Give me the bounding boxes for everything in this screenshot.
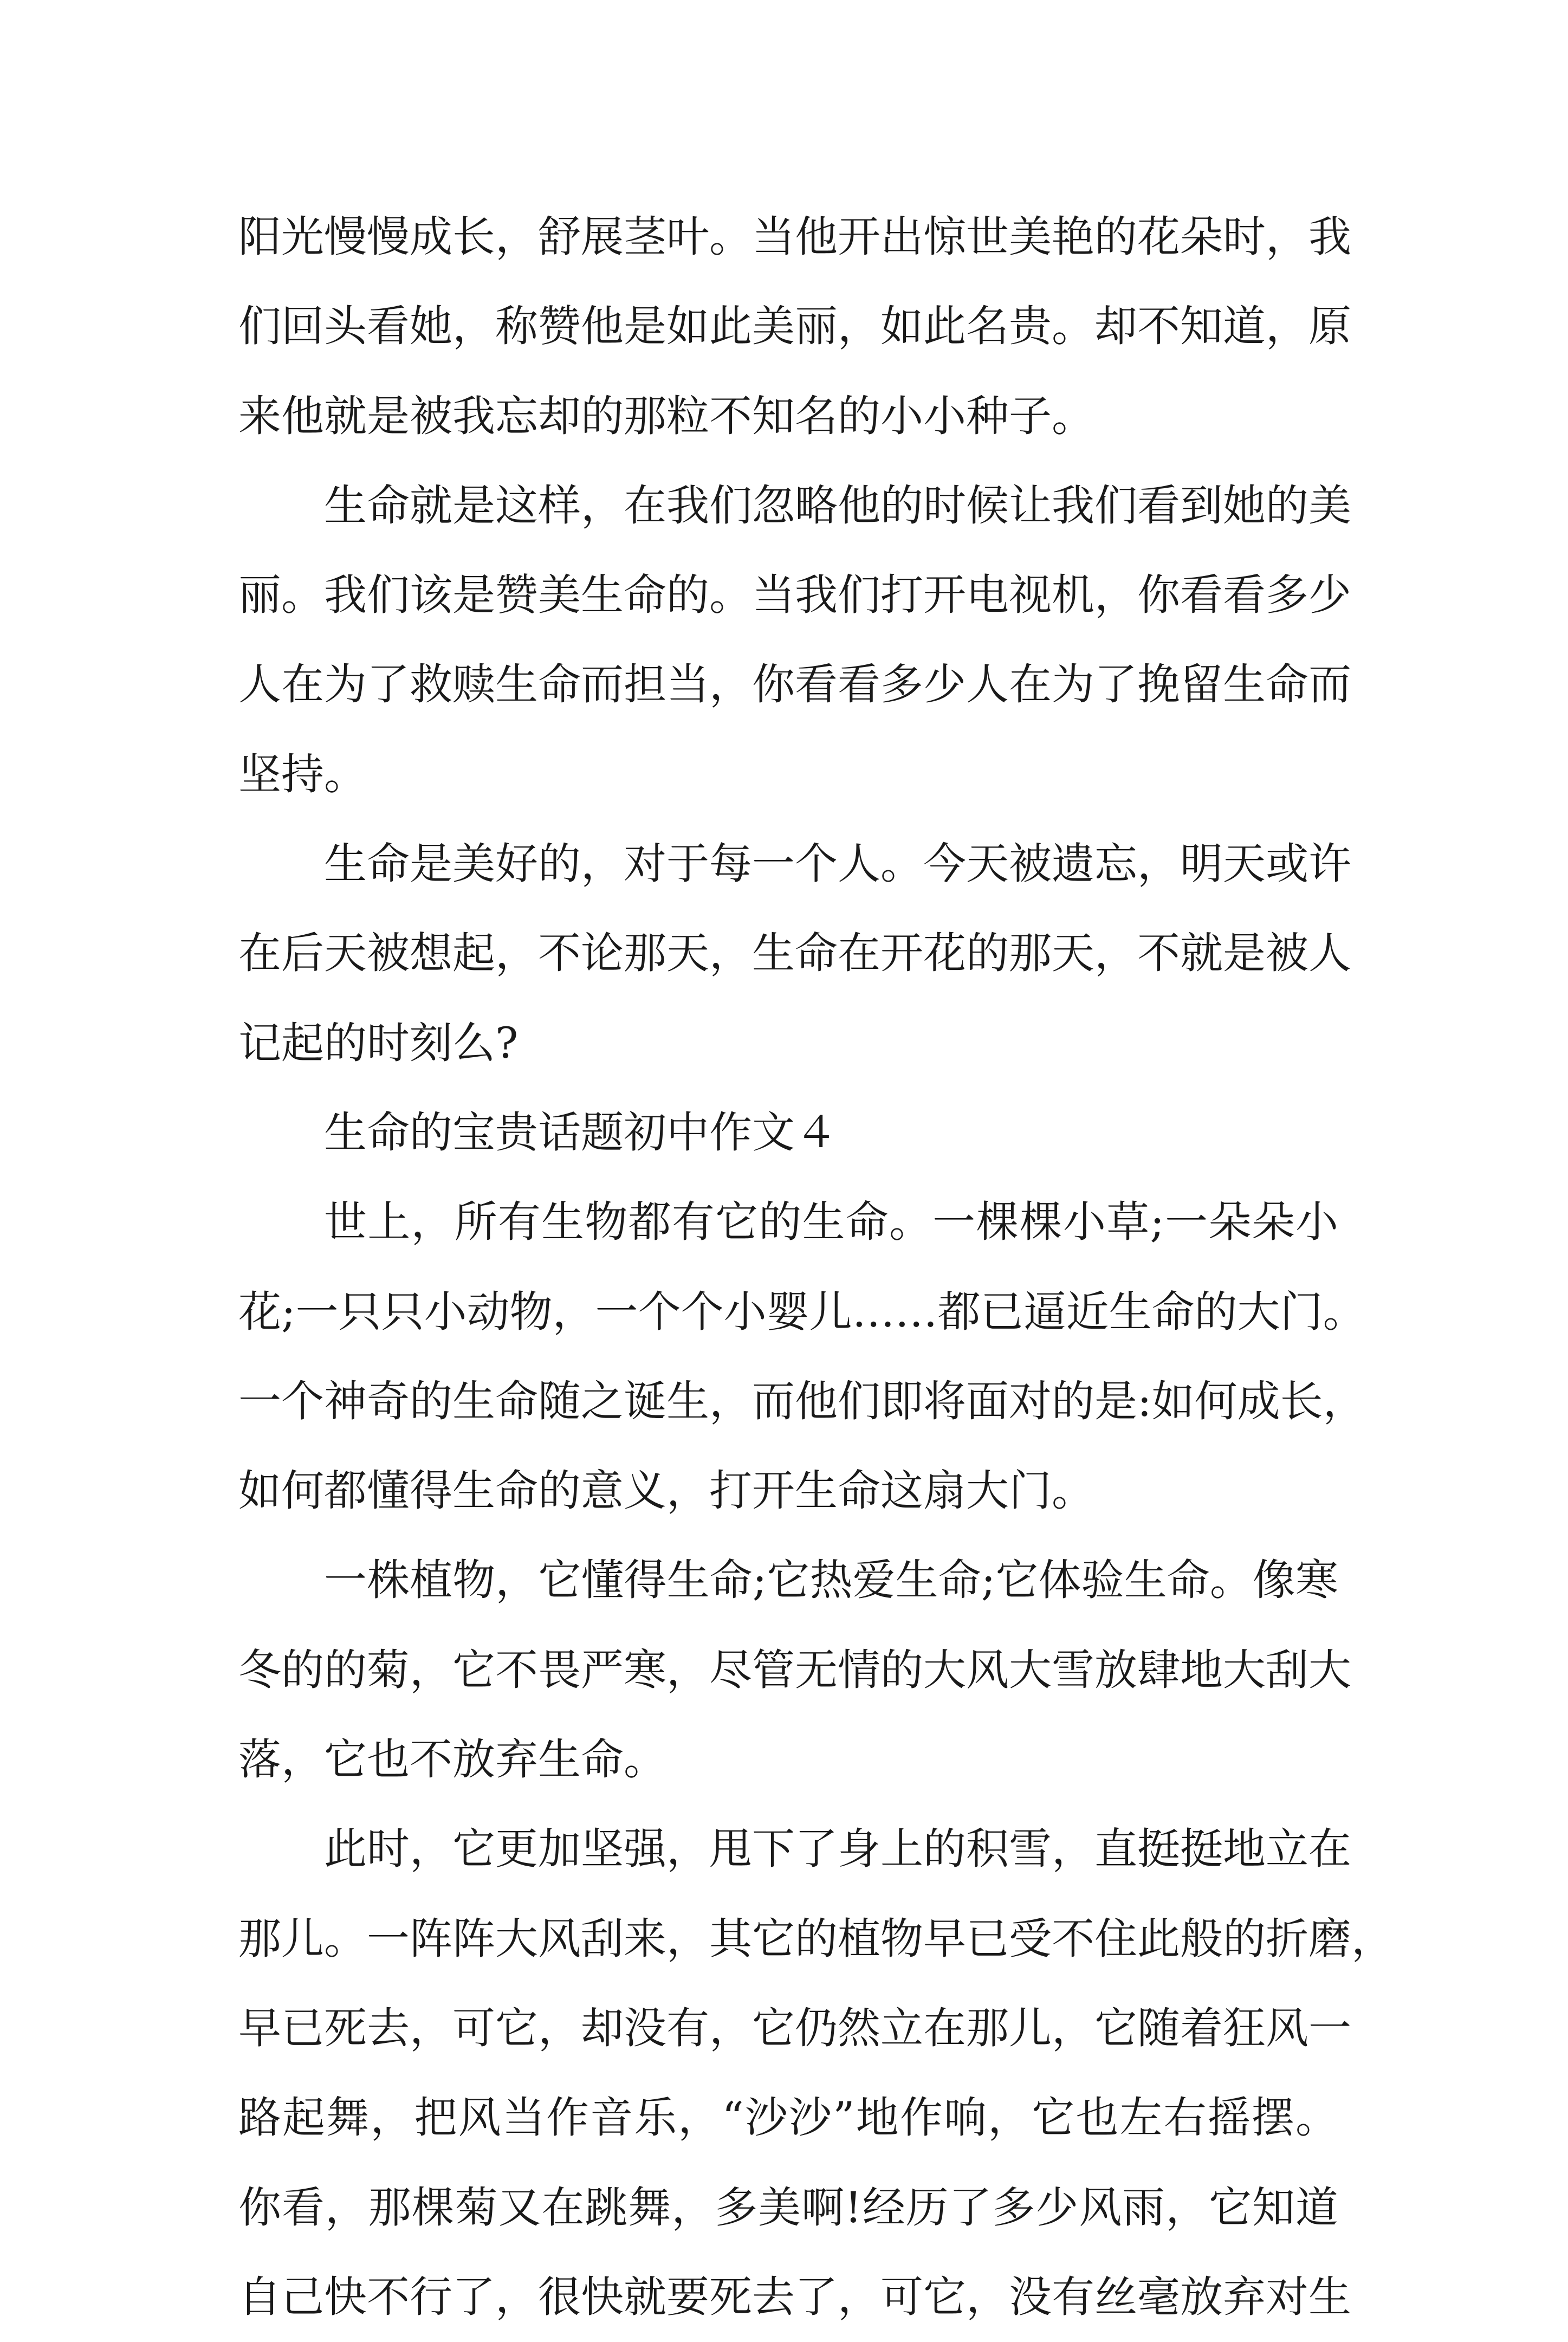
body-text [238,192,1394,2342]
text-line: 们回头看她，称赞他是如此美丽，如此名贵。却不知道，原 [238,301,1351,352]
text-line: 一株植物，它懂得生命;它热爱生命;它体验生命。像寒 [324,1555,1338,1606]
text-line: 在后天被想起，不论那天，生命在开花的那天，不就是被人 [238,928,1351,979]
text-line: 花;一只只小动物，一个个小婴儿……都已逼近生命的大门。 [238,1286,1366,1337]
text-line: 冬的的菊，它不畏严寒，尽管无情的大风大雪放肆地大刮大 [238,1645,1351,1695]
text-line: 丽。我们该是赞美生命的。当我们打开电视机，你看看多少 [238,570,1351,620]
text-line: 早已死去，可它，却没有，它仍然立在那儿，它随着狂风一 [238,2003,1351,2053]
text-line: 世上，所有生物都有它的生命。一棵棵小草;一朵朵小 [324,1197,1338,1247]
text-line: 如何都懂得生命的意义，打开生命这扇大门。 [238,1466,1094,1516]
text-line: 此时，它更加坚强，甩下了身上的积雪，直挺挺地立在 [324,1824,1351,1874]
text-line: 那儿。一阵阵大风刮来，其它的植物早已受不住此般的折磨， [238,1913,1394,1964]
text-line: 路起舞，把风当作音乐，“沙沙”地作响，它也左右摇摆。 [238,2093,1338,2143]
text-line: 一个神奇的生命随之诞生，而他们即将面对的是:如何成长， [238,1376,1366,1426]
text-line: 自己快不行了，很快就要死去了，可它，没有丝毫放弃对生 [238,2272,1351,2322]
text-line: 生命就是这样，在我们忽略他的时候让我们看到她的美 [324,480,1351,530]
text-line: 来他就是被我忘却的那粒不知名的小小种子。 [238,391,1094,441]
text-line: 记起的时刻么? [238,1018,519,1068]
text-line: 落，它也不放弃生命。 [238,1735,666,1785]
text-line: 生命是美好的，对于每一个人。今天被遗忘，明天或许 [324,839,1351,889]
text-line: 生命的宝贵话题初中作文４ [324,1107,838,1157]
text-line: 你看，那棵菊又在跳舞，多美啊!经历了多少风雨，它知道 [238,2182,1338,2233]
text-line: 人在为了救赎生命而担当，你看看多少人在为了挽留生命而 [238,659,1351,710]
text-line: 阳光慢慢成长，舒展茎叶。当他开出惊世美艳的花朵时，我 [238,212,1351,262]
text-line: 坚持。 [238,749,367,799]
